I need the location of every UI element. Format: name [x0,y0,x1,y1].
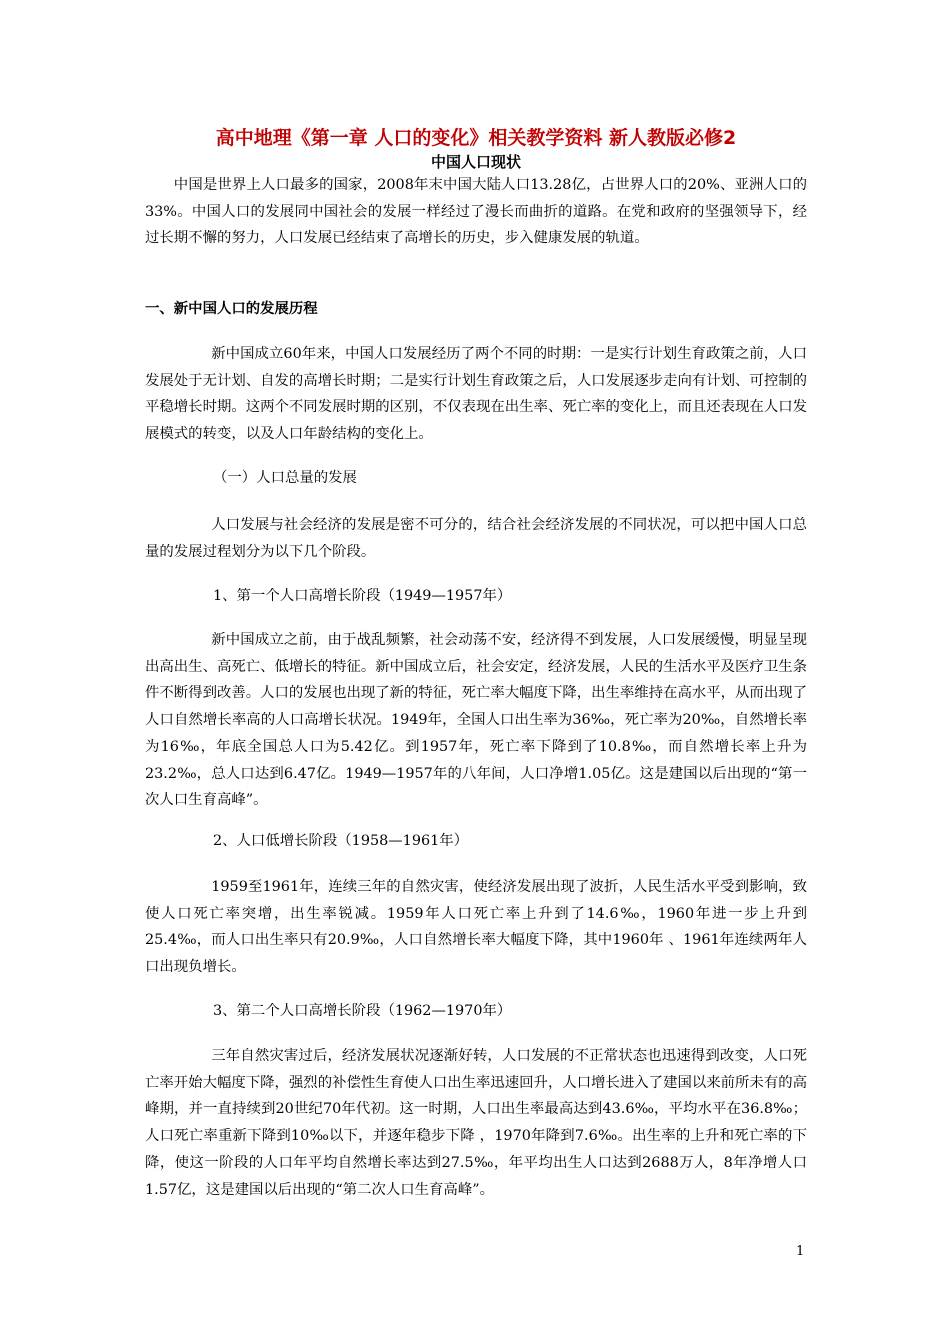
stage3-paragraph: 三年自然灾害过后，经济发展状况逐渐好转，人口发展的不正常状态也迅速得到改变，人口死亡率开始大幅度下降，强烈的补偿性生育使人口出生率迅速回升，人口增长进入了建国以来前所未有的高峰期，并一直持续到20世纪70年代初。这一时期，人口出生率最高达到43.6‰，平均水平在36.8‰；人口死亡率重新下降到10‰以下，并逐年稳步下降 ，1970年降到7.6‰。出生率的上升和死亡率的下降，使这一阶段的人口年平均自然增长率达到27.5‰，年平均出生人口达到2688万人，8年净增人口1.57亿，这是建国以后出现的“第二次人口生育高峰”。 [145,1048,807,1198]
stage2-heading: 2、人口低增长阶段（1958—1961年） [213,833,469,849]
stage1-paragraph: 新中国成立之前，由于战乱频繁，社会动荡不安，经济得不到发展，人口发展缓慢，明显呈现出高出生、高死亡、低增长的特征。新中国成立后，社会安定，经济发展，人民的生活水平及医疗卫生条件不断得到改善。人口的发展也出现了新的特征，死亡率大幅度下降，出生率维持在高水平，从而出现了人口自然增长率高的人口高增长状况。1949年，全国人口出生率为36‰，死亡率为20‰，自然增长率为16‰，年底全国总人口为5.42亿。到1957年，死亡率下降到了10.8‰，而自然增长率上升为23.2‰，总人口达到6.47亿。1949—1957年的八年间，人口净增1.05亿。这是建国以后出现的“第一次人口生育高峰”。 [145,632,807,809]
stage3-heading: 3、第二个人口高增长阶段（1962—1970年） [213,1003,512,1019]
section-heading-1: 一、新中国人口的发展历程 [145,301,318,317]
subsection1-paragraph: 人口发展与社会经济的发展是密不可分的，结合社会经济发展的不同状况，可以把中国人口总量的发展过程划分为以下几个阶段。 [145,517,807,560]
page-number: 1 [796,1244,805,1259]
section1-paragraph: 新中国成立60年来，中国人口发展经历了两个不同的时期：一是实行计划生育政策之前，人口发展处于无计划、自发的高增长时期；二是实行计划生育政策之后，人口发展逐步走向有计划、可控制的平稳增长时期。这两个不同发展时期的区别，不仅表现在出生率、死亡率的变化上，而且还表现在人口发展模式的转变，以及人口年龄结构的变化上。 [145,346,807,443]
subsection-heading-1: （一）人口总量的发展 [213,470,357,486]
document-subtitle: 中国人口现状 [430,153,521,171]
intro-paragraph: 中国是世界上人口最多的国家，2008年末中国大陆人口13.28亿，占世界人口的20%、亚洲人口的33%。中国人口的发展同中国社会的发展一样经过了漫长而曲折的道路。在党和政府的坚强领导下，经过长期不懈的努力，人口发展已经结束了高增长的历史，步入健康发展的轨道。 [145,177,807,247]
document-title: 高中地理《第一章 人口的变化》相关教学资料 新人教版必修2 [215,127,737,149]
stage2-paragraph: 1959至1961年，连续三年的自然灾害，使经济发展出现了波折，人民生活水平受到影响，致使人口死亡率突增，出生率锐减。1959年人口死亡率上升到了14.6‰，1960年进一步上升到25.4‰，而人口出生率只有20.9‰，人口自然增长率大幅度下降，其中1960年 、1961年连续两年人口出现负增长。 [145,879,807,976]
stage1-heading: 1、第一个人口高增长阶段（1949—1957年） [213,588,512,604]
